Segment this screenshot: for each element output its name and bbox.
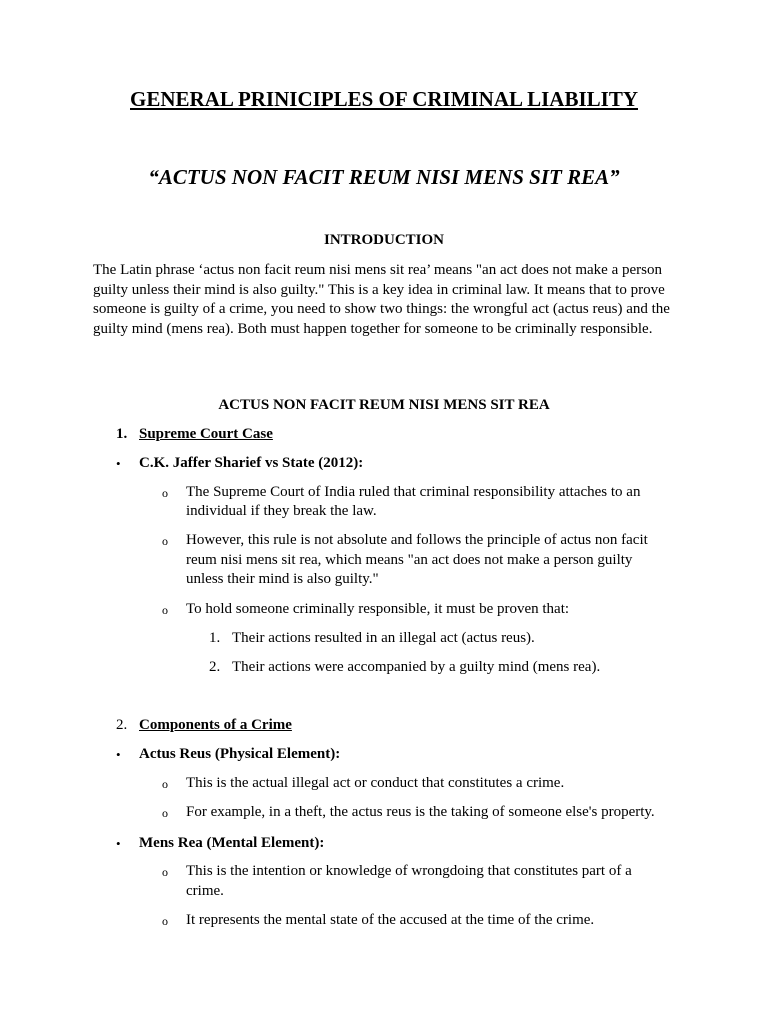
sub-bullet-icon: o (162, 806, 168, 820)
case-name: C.K. Jaffer Sharief vs State (2012): (139, 455, 364, 471)
section-1-number: 1. (116, 426, 128, 442)
sub-item-line: This is the intention or knowledge of wrongdoing that constitutes part of a (186, 863, 632, 879)
latin-maxim-subtitle: “ACTUS NON FACIT REUM NISI MENS SIT REA” (148, 165, 620, 189)
sub-bullet-icon: o (162, 603, 168, 617)
section-2-heading: Components of a Crime (139, 717, 292, 733)
sub-bullet-icon: o (162, 534, 168, 548)
numbered-item-text: Their actions resulted in an illegal act (actus reus). (232, 630, 535, 646)
sub-bullet-icon: o (162, 777, 168, 791)
sub-item-line: unless their mind is also guilty." (186, 571, 379, 587)
sub-item-line: individual if they break the law. (186, 503, 377, 519)
bullet-icon: • (116, 836, 121, 851)
numbered-item-number: 1. (209, 630, 221, 646)
sub-item-line: It represents the mental state of the accused at the time of the crime. (186, 912, 595, 928)
sub-item-line: crime. (186, 883, 224, 899)
mens-rea-heading: Mens Rea (Mental Element): (139, 835, 325, 851)
sub-item-line: To hold someone criminally responsible, it must be proven that: (186, 601, 570, 617)
actus-reus-heading: Actus Reus (Physical Element): (139, 746, 341, 762)
bullet-icon: • (116, 456, 121, 471)
section-2-number: 2. (116, 717, 128, 733)
sub-item-line: This is the actual illegal act or conduct that constitutes a crime. (186, 775, 565, 791)
numbered-item-text: Their actions were accompanied by a guilty mind (mens rea). (232, 659, 601, 675)
section-1-heading: Supreme Court Case (139, 426, 273, 442)
introduction-heading: INTRODUCTION (323, 232, 444, 248)
section-heading: ACTUS NON FACIT REUM NISI MENS SIT REA (218, 397, 550, 413)
bullet-icon: • (116, 747, 121, 762)
introduction-paragraph: The Latin phrase ‘actus non facit reum nisi mens sit rea’ means "an act does not make a person guilty unless their mind is also guilty." This is a key idea in criminal law. It means that to prove someone is guilty of a crime, you need to show two things: the wrongful act (actus reus) and the guilty mind (mens rea). Both must happen together for someone to be criminally responsible. (93, 262, 670, 337)
sub-bullet-icon: o (162, 486, 168, 500)
numbered-item-number: 2. (209, 659, 221, 675)
sub-item-line: For example, in a theft, the actus reus is the taking of someone else's property. (186, 804, 655, 820)
sub-item-line: reum nisi mens sit rea, which means "an act does not make a person guilty (186, 552, 633, 568)
sub-item-line: The Supreme Court of India ruled that criminal responsibility attaches to an (186, 484, 641, 500)
document-title: GENERAL PRINICIPLES OF CRIMINAL LIABILITY (130, 87, 638, 111)
sub-bullet-icon: o (162, 914, 168, 928)
sub-item-line: However, this rule is not absolute and follows the principle of actus non facit (186, 532, 648, 548)
sub-bullet-icon: o (162, 865, 168, 879)
